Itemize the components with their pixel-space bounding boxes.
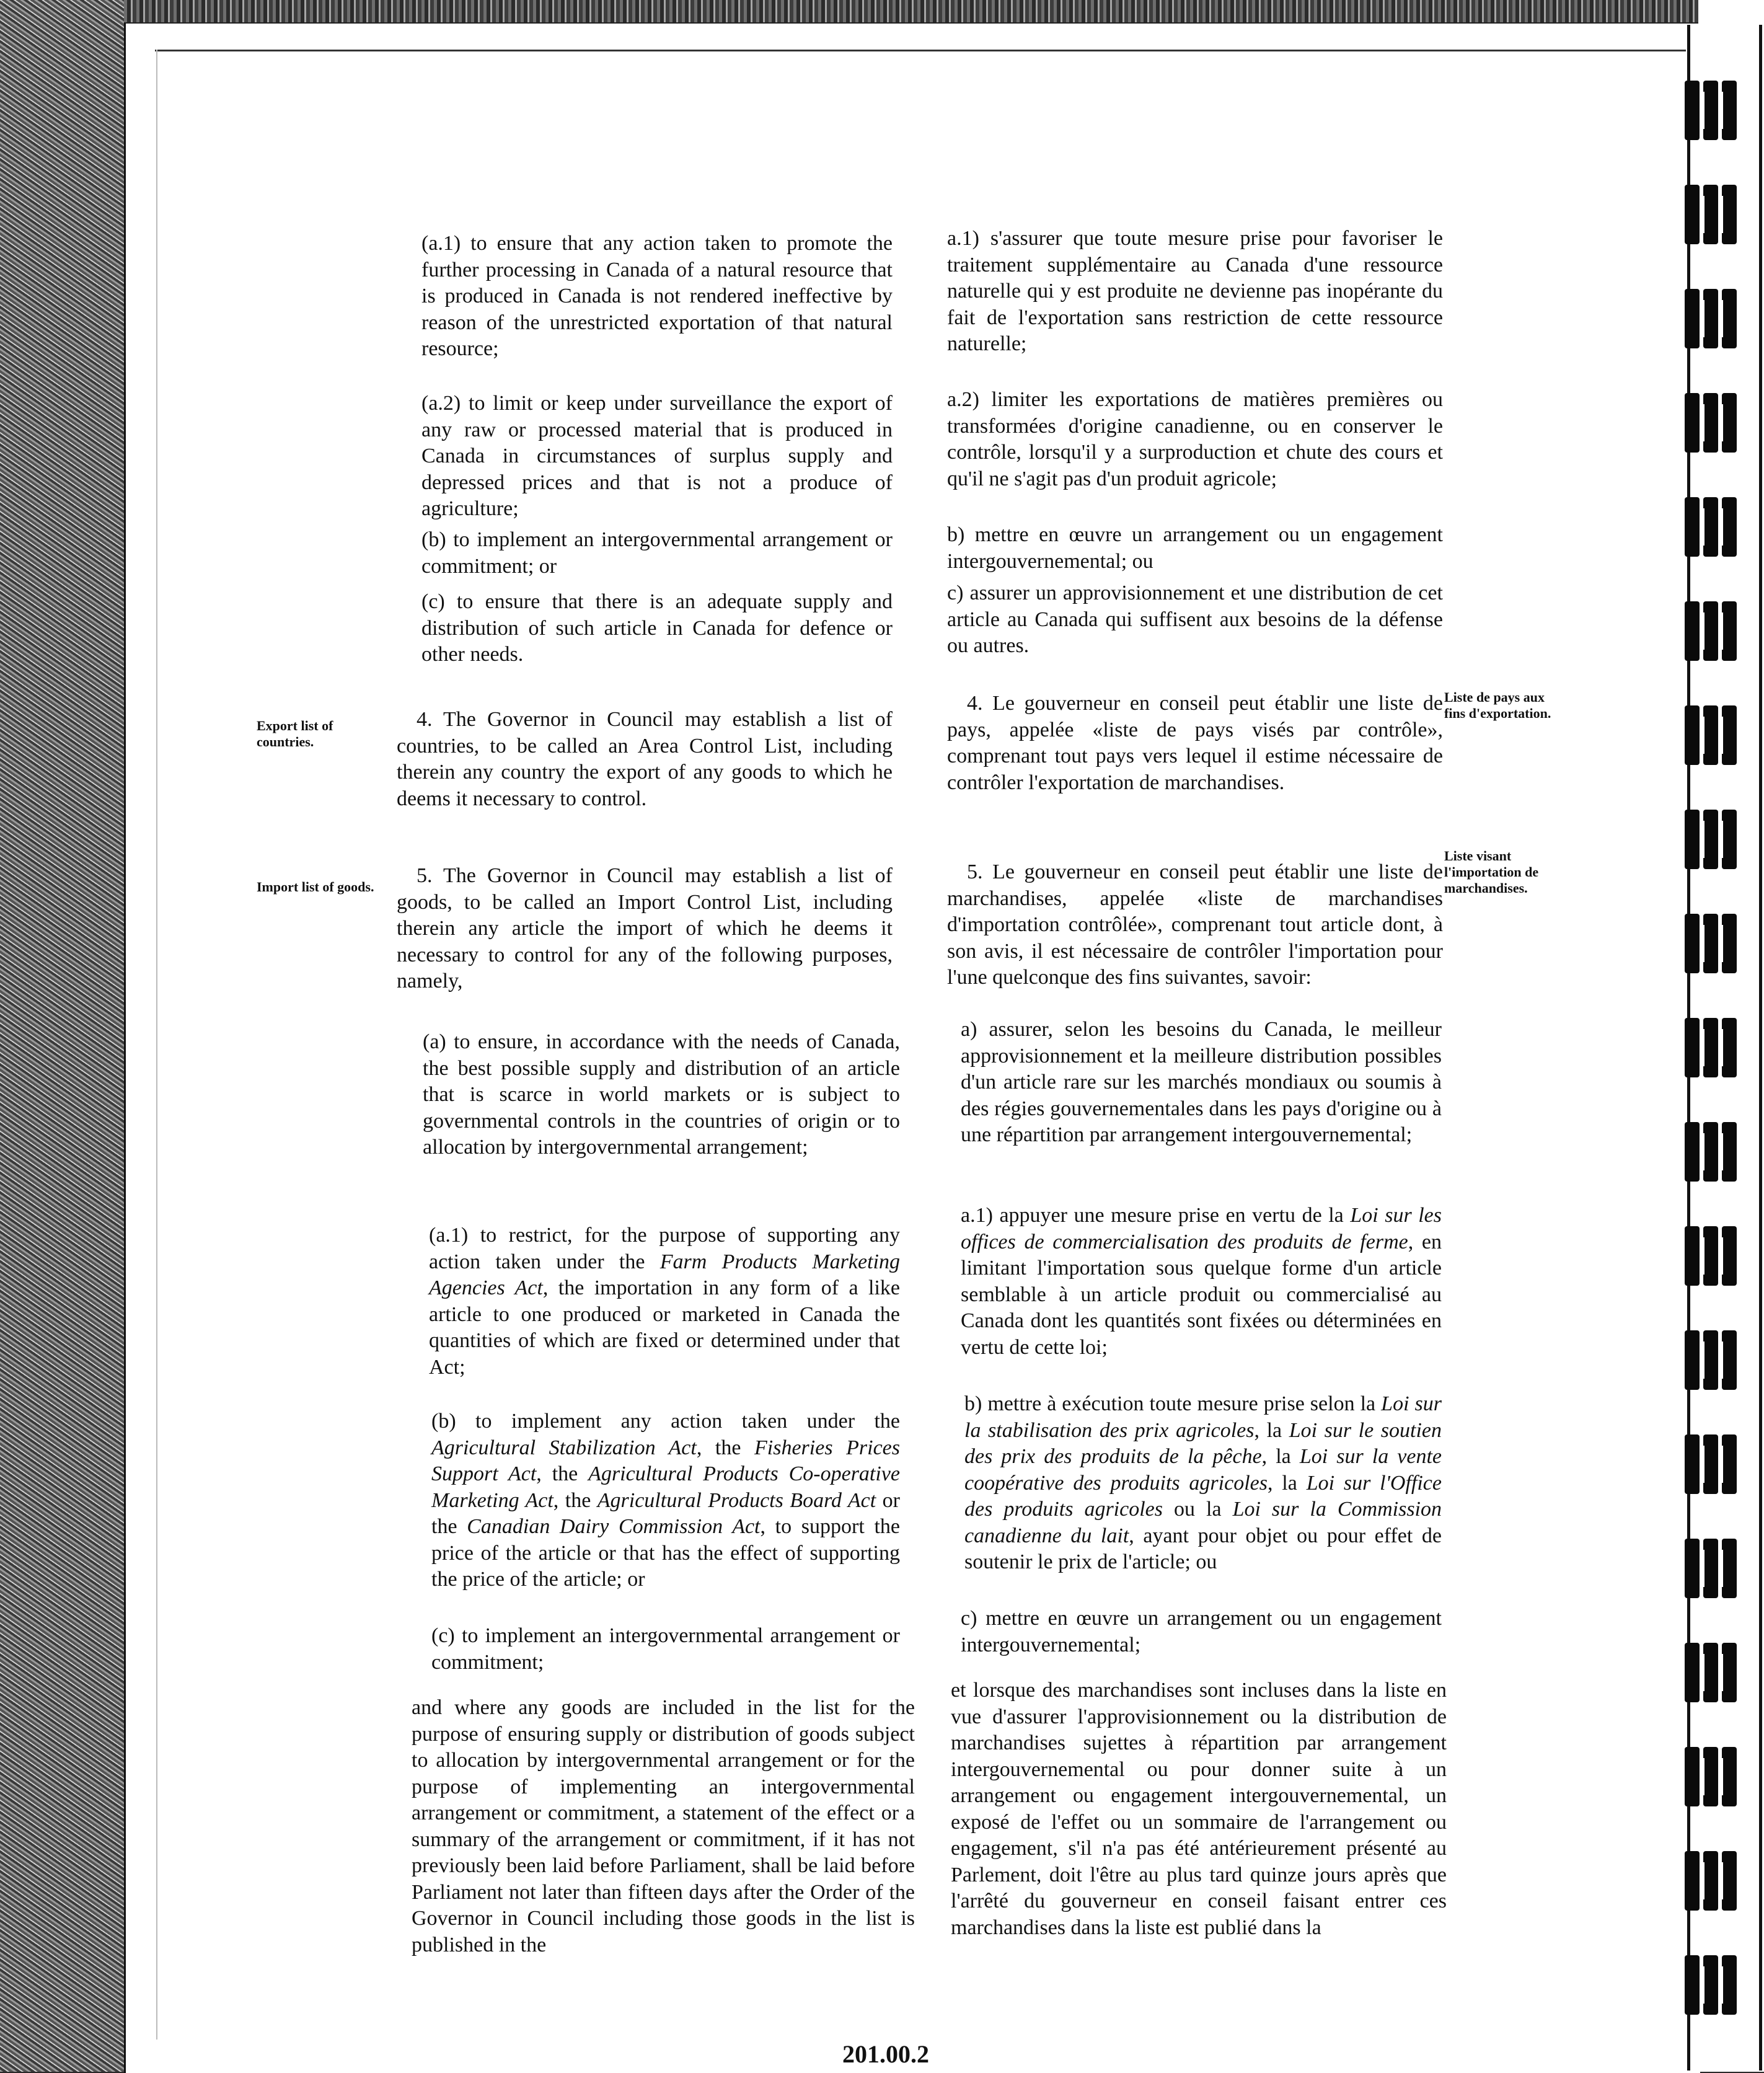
english-5b: (b) to implement any action taken under the Agricultural Stabilization Act, the Fisheries Prices Support Act, the Agricultural Products Co-operative Marketing Act, the Agricultural Products Board Act or the Canadian Dairy Commission Act, to support the price of the article or that has the effect of supporting the price of the article; or [431, 1410, 901, 1591]
french-5b: b) mettre à exécution toute mesure prise selon la Loi sur la stabilisation des prix agricoles, la Loi sur le soutien des prix des produits de la pêche, la Loi sur la vente coopérative des produits agricoles, la Loi sur l'Office des produits agricoles ou la Loi sur la Commission canadienne du lait, ayant pour objet ou pour effet de soutenir le prix de l'article; ou [964, 1392, 1442, 1573]
page-number: 201.00.2 [842, 2040, 929, 2068]
binding-spine-line [1759, 25, 1762, 2071]
binding-ring [1685, 1747, 1753, 1806]
binding-ring [1685, 1955, 1753, 2015]
margin-note-import-fr: Liste visant l'importation de marchandises. [1444, 848, 1539, 896]
french-5c: c) mettre en œuvre un arrangement ou un engagement intergouvernemental; [961, 1607, 1442, 1656]
binding-ring [1685, 1018, 1753, 1077]
binding-ring [1685, 1330, 1753, 1390]
english-a1: (a.1) to ensure that any action taken to promote the further processing in Canada of a natural resource that is produced in Canada is not rendered ineffective by reason of the unrestricted exportation of that natural resource; [421, 232, 893, 360]
binding-ring [1685, 914, 1753, 973]
binding-ring [1685, 810, 1753, 869]
english-c: (c) to ensure that there is an adequate supply and distribution of such article in Canada for defence or other needs. [421, 590, 893, 666]
french-a2: a.2) limiter les exportations de matières premières ou transformées d'origine canadienne, ou en conserver le contrôle, lorsqu'il y a surproduction et chute des cours et qu'il ne s'agit pas d'un produit agricole; [947, 388, 1443, 490]
binding-ring [1685, 1122, 1753, 1182]
french-section-5: 5. Le gouverneur en conseil peut établir une liste de marchandises, appelée «liste de marchandises d'importation contrôlée», comprenant tout article dont, à son avis, il est nécessaire de contrôler l'importation pour l'une quelconque des fins suivantes, savoir: [947, 860, 1443, 989]
margin-note-export-en: Export list of countries. [257, 718, 333, 749]
binding-ring [1685, 1434, 1753, 1494]
english-a2: (a.2) to limit or keep under surveillance the export of any raw or processed material that is produced in Canada in circumstances of surplus supply and depressed prices and that is not a produce of agriculture; [421, 392, 893, 520]
binding-ring [1685, 1851, 1753, 1911]
french-5a1: a.1) appuyer une mesure prise en vertu de la Loi sur les offices de commercialisation des produits de ferme, en limitant l'importation sous quelque forme d'un article semblable à un article produit ou commercialisé au Canada dont les quantités sont fixées ou déterminées en vertu de cette loi; [961, 1204, 1442, 1359]
english-section-5: 5. The Governor in Council may establish a list of goods, to be called an Import Control List, including therein any article the import of which he deems it necessary to control for any of the following purposes, namely, [397, 864, 893, 992]
margin-note-import-en: Import list of goods. [257, 879, 374, 895]
binding-ring [1685, 601, 1753, 661]
page-top-rule [155, 50, 1686, 51]
binding-ring [1685, 289, 1753, 348]
french-c: c) assurer un approvisionnement et une distribution de cet article au Canada qui suffisent aux besoins de la défense ou autres. [947, 581, 1443, 657]
page-left-rule [156, 50, 157, 2040]
french-a1: a.1) s'assurer que toute mesure prise pour favoriser le traitement supplémentaire au Canada d'une ressource naturelle qui y est produite ne devienne pas inopérante du fait de l'exportation sans restriction de cette ressource naturelle; [947, 227, 1443, 355]
french-tail: et lorsque des marchandises sont incluses dans la liste en vue d'assurer l'approvisionnement ou la distribution de marchandises sujettes à répartition par arrangement intergouvernemental ou pour donner suite à un arrangement ou engagement intergouvernemental, un exposé de l'effet ou un sommaire de l'arrangement ou engagement, s'il n'a pas été antérieurement présenté au Parlement, doit l'être au plus tard quinze jours après que l'arrêté du gouverneur en conseil faisant entrer ces marchandises dans la liste est publié dans la [951, 1679, 1447, 1939]
binding-ring [1685, 1643, 1753, 1702]
margin-note-export-fr: Liste de pays aux fins d'exportation. [1444, 689, 1551, 721]
binding-ring [1685, 497, 1753, 557]
scan-left-edge [0, 0, 124, 2072]
binding-ring [1685, 705, 1753, 765]
french-section-4: 4. Le gouverneur en conseil peut établir une liste de pays, appelée «liste de pays visés par contrôle», comprenant tout pays vers lequel il estime nécessaire de contrôler l'exportation de marchandises. [947, 692, 1443, 794]
english-section-4: 4. The Governor in Council may establish a list of countries, to be called an Area Control List, including therein any country the export of any goods to which he deems it necessary to control. [397, 708, 893, 810]
binding-ring [1685, 1539, 1753, 1598]
binding-ring [1685, 393, 1753, 453]
binding-ring [1685, 1226, 1753, 1286]
binding-ring [1685, 185, 1753, 244]
french-b: b) mettre en œuvre un arrangement ou un engagement intergouvernemental; ou [947, 523, 1443, 573]
english-5a1: (a.1) to restrict, for the purpose of supporting any action taken under the Farm Products Marketing Agencies Act, the importation in any form of a like article to one produced or marketed in Canada the quantities of which are fixed or determined under that Act; [429, 1224, 900, 1379]
english-tail: and where any goods are included in the list for the purpose of ensuring supply or distribution of goods subject to allocation by intergovernmental arrangement or for the purpose of implementing an intergovernmental arrangement or commitment, a statement of the effect or a summary of the arrangement or commitment, if it has not previously been laid before Parliament, shall be laid before Parliament not later than fifteen days after the Order of the Governor in Council including those goods in the list is published in the [412, 1696, 915, 1956]
english-5a: (a) to ensure, in accordance with the needs of Canada, the best possible supply and distribution of an article that is scarce in world markets or is subject to governmental controls in the countries of origin or to allocation by intergovernmental arrangement; [423, 1030, 900, 1159]
binding-ring [1685, 81, 1753, 140]
english-5c: (c) to implement an intergovernmental arrangement or commitment; [431, 1624, 900, 1674]
french-5a: a) assurer, selon les besoins du Canada, le meilleur approvisionnement et la meilleure distribution possibles d'un article rare sur les marchés mondiaux ou soumis à des régies gouvernementales dans les pays d'origine ou à une répartition par arrangement intergouvernemental; [961, 1018, 1442, 1146]
english-b: (b) to implement an intergovernmental arrangement or commitment; or [421, 528, 893, 578]
